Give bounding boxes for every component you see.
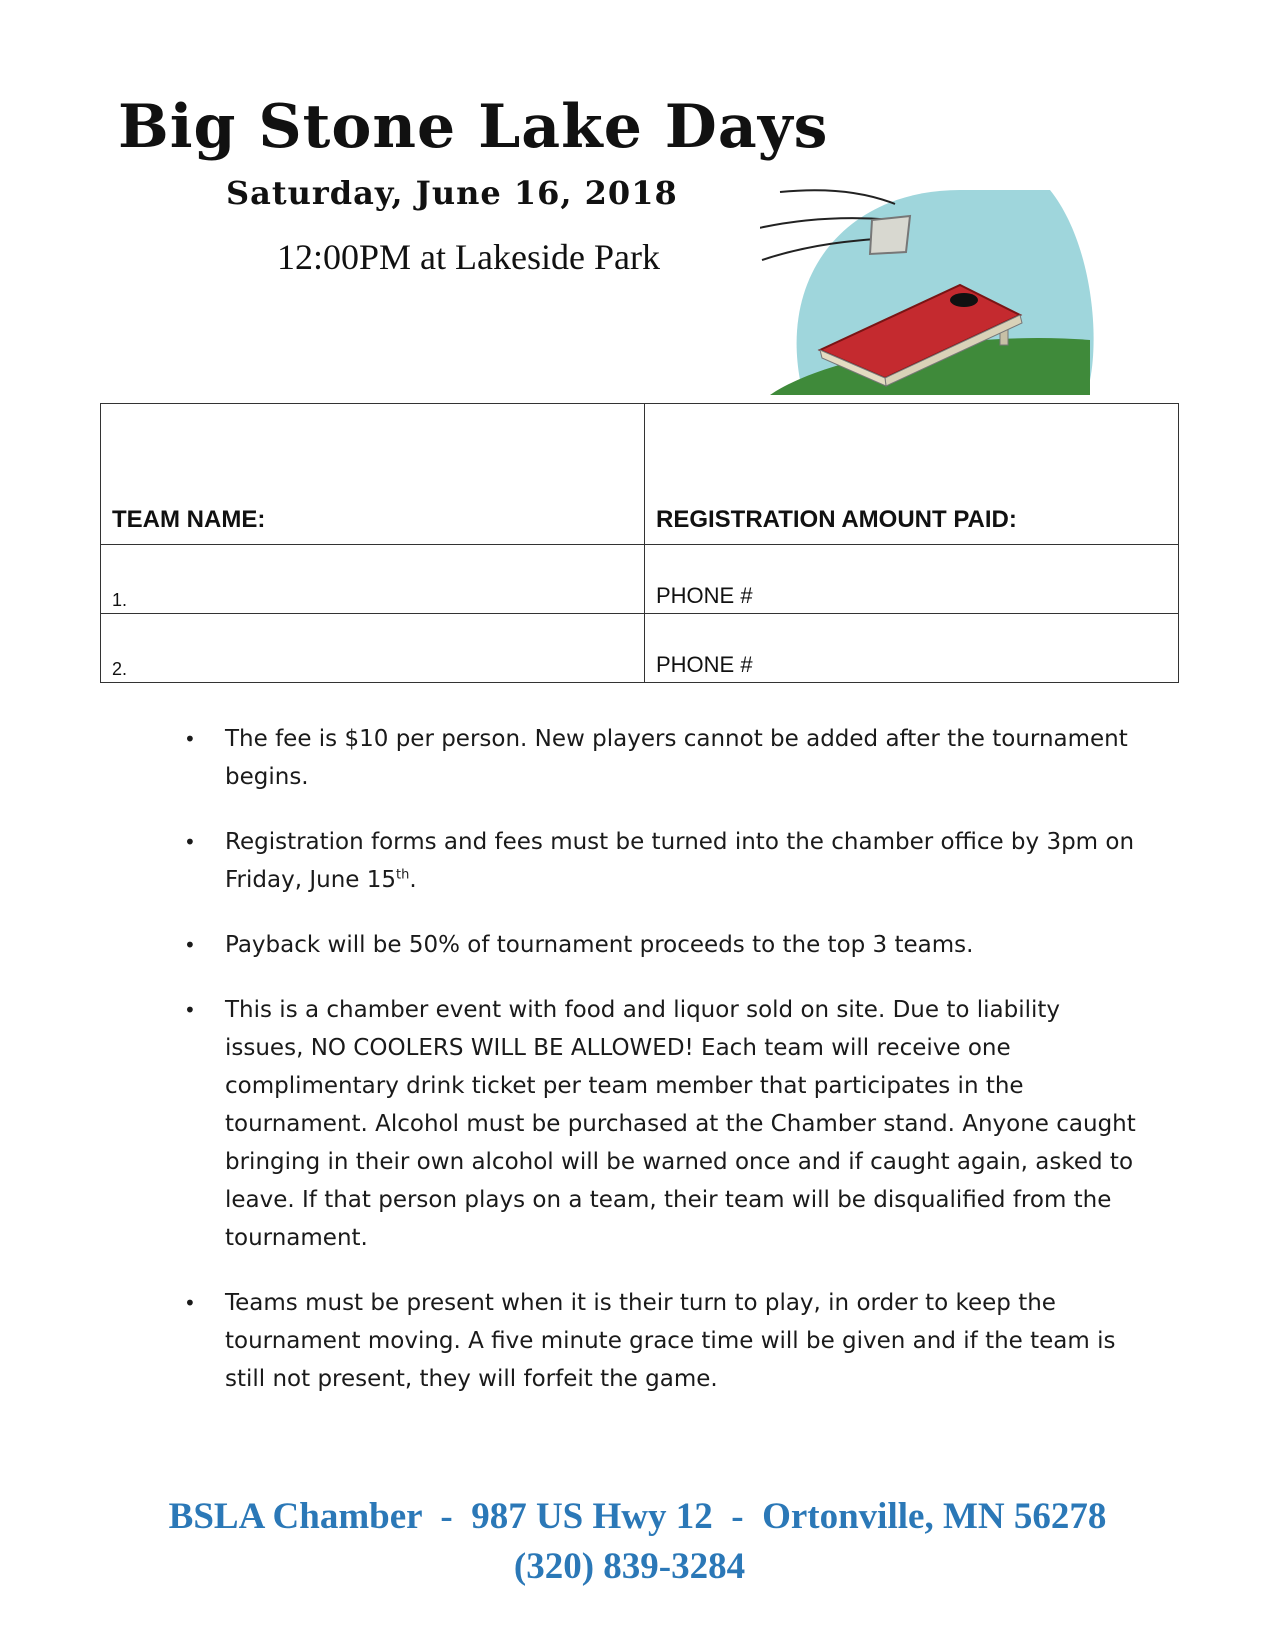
footer-address: BSLA Chamber - 987 US Hwy 12 - Ortonville, MN 56278 xyxy=(168,1496,1107,1537)
registration-amount-label[interactable]: REGISTRATION AMOUNT PAID: xyxy=(645,404,1179,545)
rule-text: This is a chamber event with food and liquor sold on site. Due to liability issues, NO COOLERS WILL BE ALLOWED! Each team will receive one complimentary drink ticket per team member that participates in the tournament. Alcohol must be purchased at the Chamber stand. Anyone caught bringing in their own alcohol will be warned once and if caught again, asked to leave. If that person plays on a team, their team will be disqualified from the tournament. xyxy=(225,997,1136,1251)
board-hole xyxy=(950,293,978,307)
bullet-icon: • xyxy=(184,933,196,957)
rules-list xyxy=(180,720,1140,1425)
bean-bag xyxy=(870,216,910,254)
event-title: Big Stone Lake Days xyxy=(118,92,829,162)
cornhole-board-icon xyxy=(760,180,1140,400)
rule-item xyxy=(180,823,1140,899)
rule-text: Registration forms and fees must be turned into the chamber office by 3pm on Friday, June 15 xyxy=(225,829,1135,893)
player-1-name-field[interactable]: 1. xyxy=(101,545,645,614)
event-date: Saturday, June 16, 2018 xyxy=(226,174,678,212)
motion-line xyxy=(780,190,895,204)
bullet-icon: • xyxy=(184,830,196,854)
rule-text: The fee is $10 per person. New players cannot be added after the tournament begins. xyxy=(225,726,1128,790)
rule-text: Teams must be present when it is their turn to play, in order to keep the tournament moving. A five minute grace time will be given and if the team is still not present, they will forfeit the game. xyxy=(225,1290,1116,1392)
rule-item xyxy=(180,720,1140,796)
footer-phone: (320) 839-3284 xyxy=(513,1546,746,1587)
rule-superscript: th xyxy=(396,867,410,883)
rule-text: Payback will be 50% of tournament proceeds to the top 3 teams. xyxy=(225,932,974,958)
rule-item xyxy=(180,926,1140,964)
rule-suffix: . xyxy=(409,867,417,893)
bullet-icon: • xyxy=(184,1291,196,1315)
team-name-label[interactable]: TEAM NAME: xyxy=(101,404,645,545)
player-2-name-field[interactable]: 2. xyxy=(101,614,645,683)
rule-item xyxy=(180,1284,1140,1398)
rule-item xyxy=(180,991,1140,1257)
event-time-place: 12:00PM at Lakeside Park xyxy=(277,237,660,277)
bullet-icon: • xyxy=(184,998,196,1022)
player-1-phone-field[interactable]: PHONE # xyxy=(645,545,1179,614)
bullet-icon: • xyxy=(184,727,196,751)
registration-table xyxy=(100,403,1179,683)
player-2-phone-field[interactable]: PHONE # xyxy=(645,614,1179,683)
